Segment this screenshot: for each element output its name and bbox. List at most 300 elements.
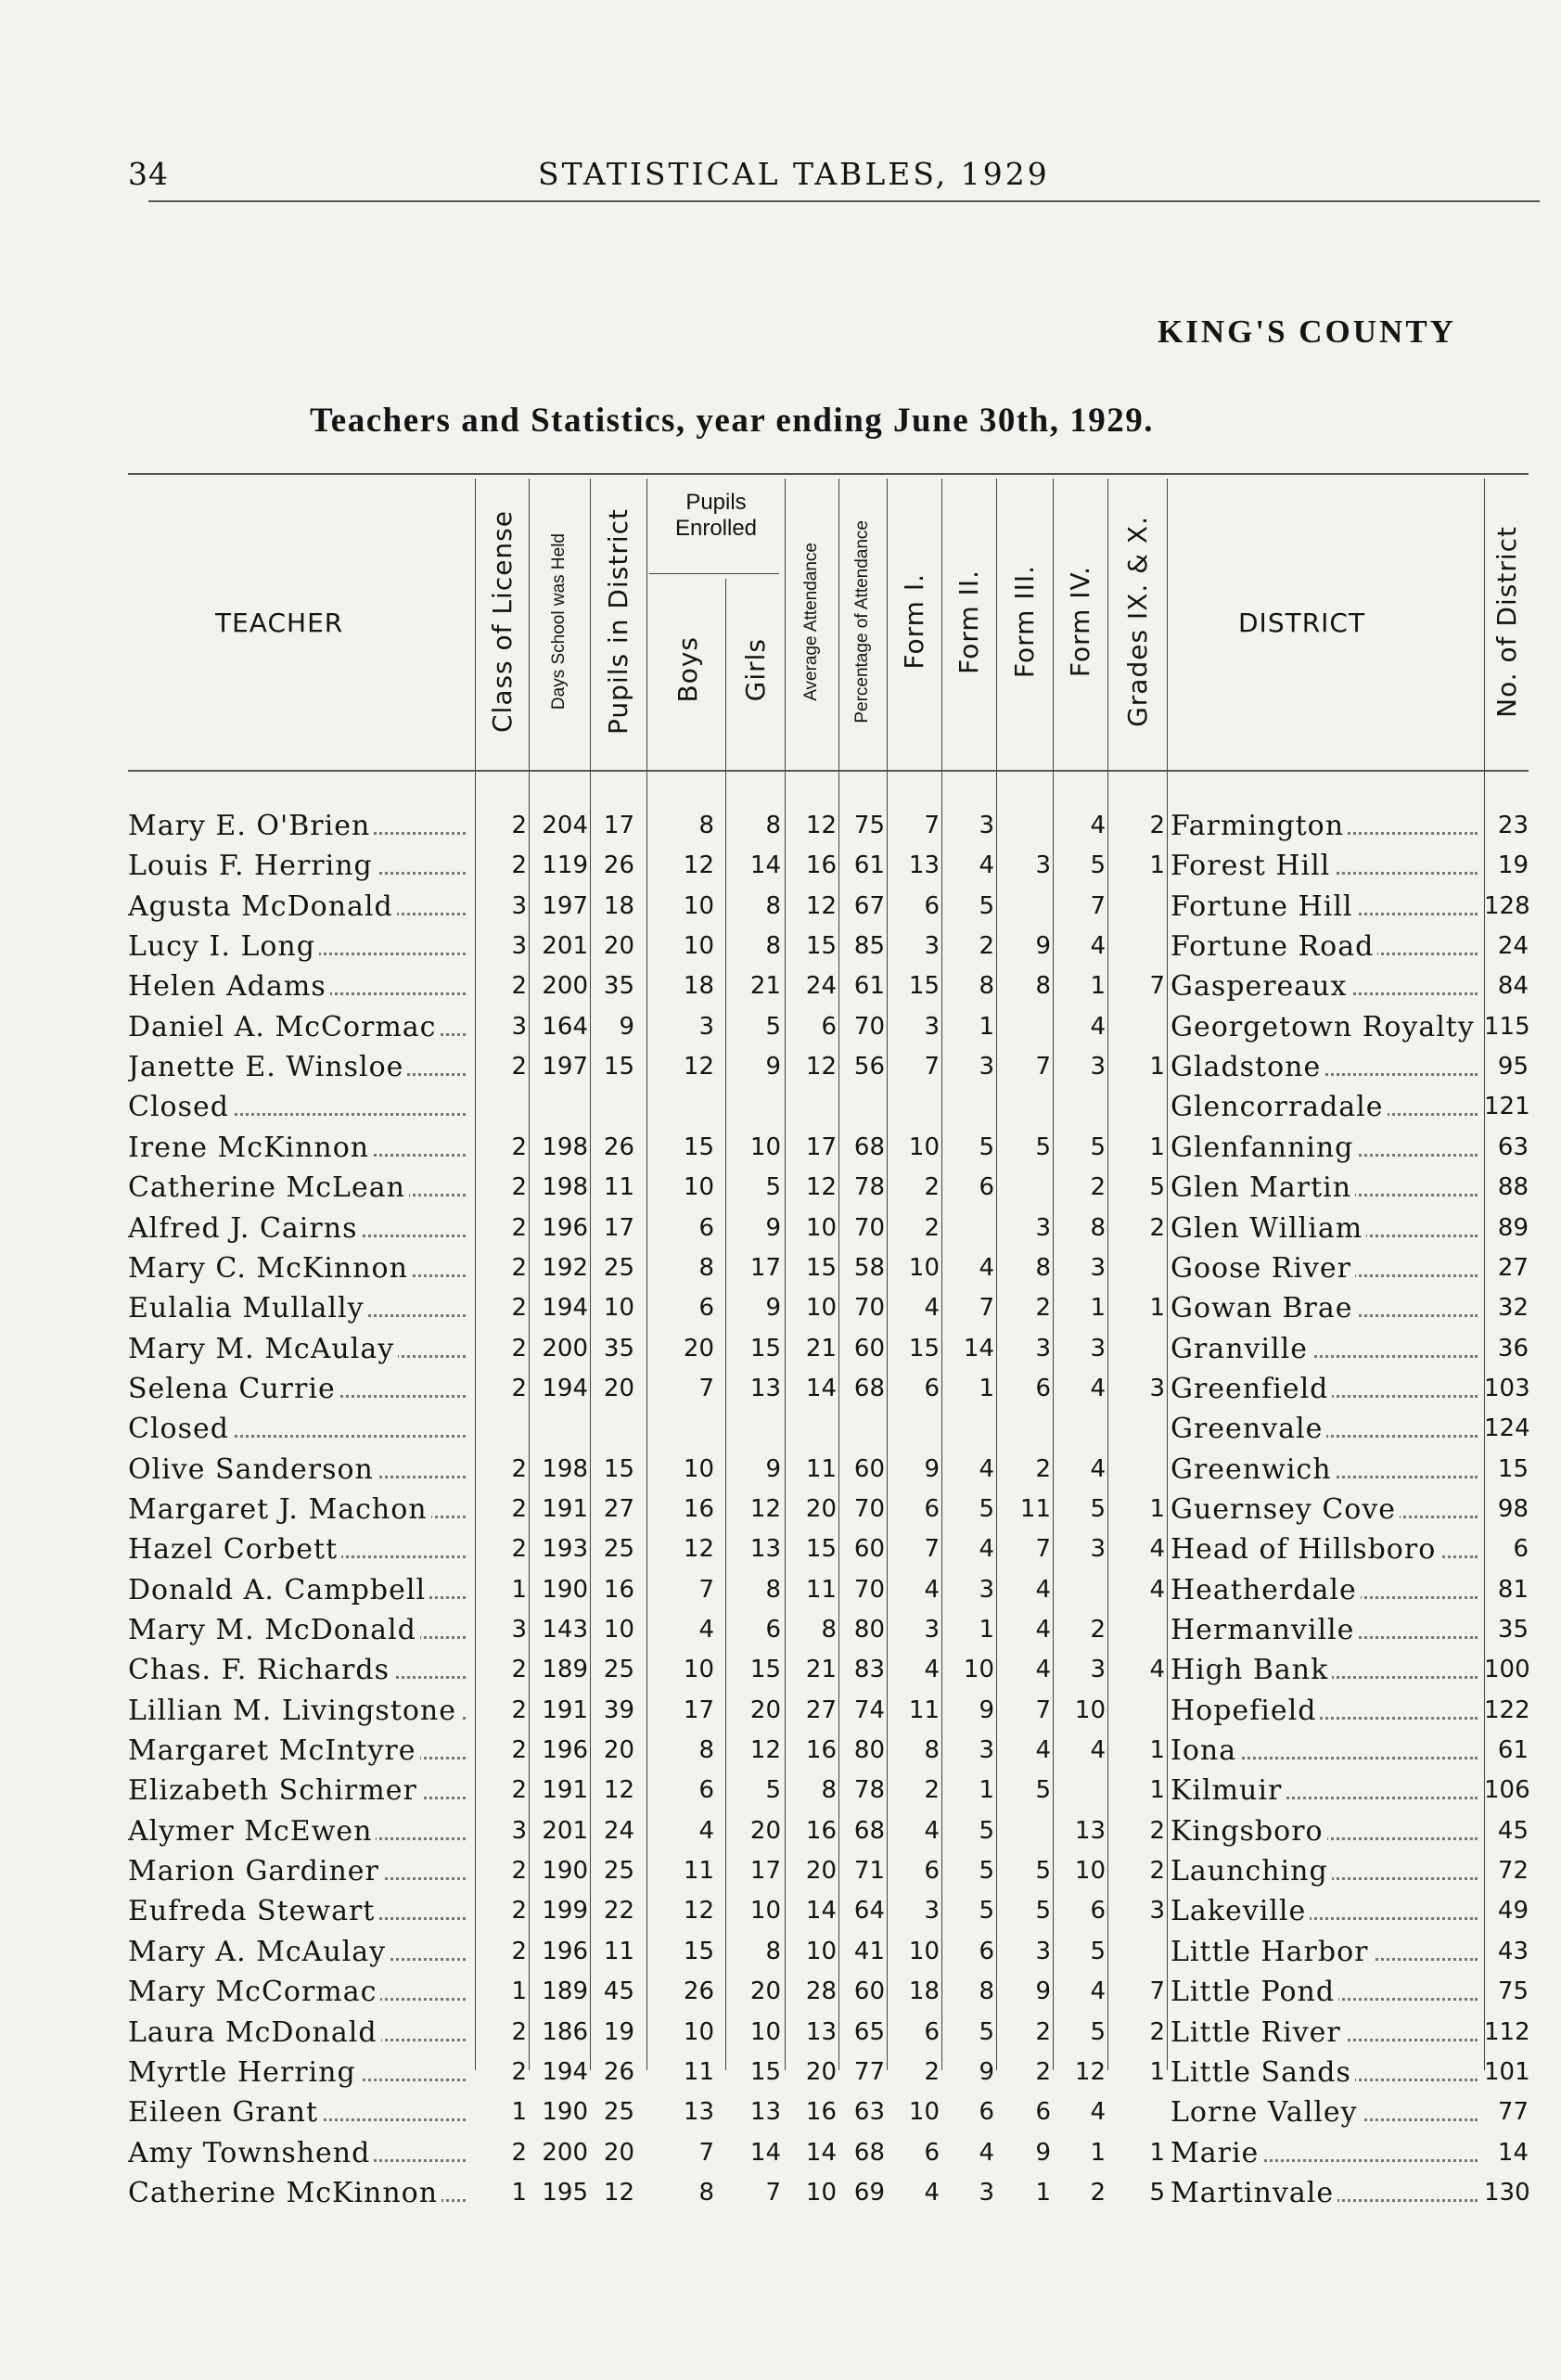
boys-cell: 10 <box>683 2018 714 2046</box>
average-attendance-cell: 11 <box>805 1576 837 1604</box>
district-cell: Little Sands <box>1171 2053 1483 2092</box>
header-pupils-in-district: Pupils in District <box>603 508 633 735</box>
form-4-cell: 3 <box>1090 1254 1106 1282</box>
teacher-cell: Elizabeth Schirmer <box>128 1771 471 1811</box>
percentage-attendance-cell: 85 <box>853 932 885 960</box>
header-pupils-enrolled: Pupils Enrolled <box>674 490 758 541</box>
pupils-in-district-cell: 26 <box>603 2058 634 2086</box>
girls-cell: 12 <box>749 1736 781 1764</box>
boys-cell: 6 <box>698 1214 714 1242</box>
girls-cell: 9 <box>765 1214 781 1242</box>
table-row <box>0 1409 1561 1449</box>
days-held-cell: 200 <box>542 1335 588 1363</box>
form-2-cell: 5 <box>979 1817 994 1845</box>
percentage-attendance-cell: 68 <box>853 1133 885 1161</box>
boys-cell: 7 <box>698 1576 714 1604</box>
form-3-cell: 7 <box>1035 1535 1051 1563</box>
days-held-cell: 197 <box>542 1053 588 1081</box>
district-cell: Forest Hill <box>1171 846 1483 886</box>
average-attendance-cell: 15 <box>805 1254 837 1282</box>
class-of-license-cell: 2 <box>511 1776 527 1804</box>
table-row <box>0 1209 1561 1248</box>
days-held-cell: 194 <box>542 2058 588 2086</box>
pupils-in-district-cell: 24 <box>603 1817 634 1845</box>
district-cell: Greenwich <box>1171 1450 1483 1490</box>
form-4-cell: 10 <box>1074 1857 1106 1885</box>
class-of-license-cell: 3 <box>511 892 527 920</box>
pupils-in-district-cell: 15 <box>603 1053 634 1081</box>
percentage-attendance-cell: 80 <box>853 1616 885 1644</box>
days-held-cell: 191 <box>542 1776 588 1804</box>
average-attendance-cell: 17 <box>805 1133 837 1161</box>
district-number-cell: 49 <box>1497 1897 1529 1925</box>
days-held-cell: 196 <box>542 1214 588 1242</box>
teacher-cell: Mary C. McKinnon <box>128 1248 471 1288</box>
class-of-license-cell: 2 <box>511 1335 527 1363</box>
average-attendance-cell: 15 <box>805 1535 837 1563</box>
class-of-license-cell: 2 <box>511 812 527 839</box>
boys-cell: 17 <box>683 1696 714 1724</box>
days-held-cell: 198 <box>542 1133 588 1161</box>
average-attendance-cell: 16 <box>805 851 837 879</box>
district-number-cell: 45 <box>1497 1817 1529 1845</box>
form-3-cell: 5 <box>1035 1133 1051 1161</box>
girls-cell: 20 <box>749 1696 781 1724</box>
table-row <box>0 966 1561 1006</box>
form-4-cell: 4 <box>1090 2098 1106 2126</box>
percentage-attendance-cell: 78 <box>853 1173 885 1201</box>
header-no-of-district: No. of District <box>1491 525 1522 718</box>
district-cell: Goose River <box>1171 1248 1483 1288</box>
class-of-license-cell: 3 <box>511 1013 527 1041</box>
average-attendance-cell: 24 <box>805 972 837 1000</box>
days-held-cell: 193 <box>542 1535 588 1563</box>
pupils-in-district-cell: 20 <box>603 932 634 960</box>
percentage-attendance-cell: 58 <box>853 1254 885 1282</box>
district-cell: Granville <box>1171 1329 1483 1369</box>
pupils-in-district-cell: 12 <box>603 2179 634 2207</box>
average-attendance-cell: 16 <box>805 2098 837 2126</box>
district-number-cell: 27 <box>1497 1254 1529 1282</box>
girls-cell: 15 <box>749 1335 781 1363</box>
teacher-cell: Selena Currie <box>128 1369 471 1409</box>
form-1-cell: 9 <box>924 1455 940 1483</box>
days-held-cell: 194 <box>542 1375 588 1402</box>
class-of-license-cell: 2 <box>511 2058 527 2086</box>
header-average-attendance: Average Attendance <box>801 542 821 701</box>
teacher-cell: Lillian M. Livingstone <box>128 1691 471 1731</box>
district-cell: Gaspereaux <box>1171 966 1483 1006</box>
class-of-license-cell: 2 <box>511 972 527 1000</box>
boys-cell: 11 <box>683 1857 714 1885</box>
average-attendance-cell: 13 <box>805 2018 837 2046</box>
district-cell: Gowan Brae <box>1171 1288 1483 1328</box>
average-attendance-cell: 12 <box>805 892 837 920</box>
form-3-cell: 4 <box>1035 1656 1051 1683</box>
table-row <box>0 2013 1561 2053</box>
average-attendance-cell: 12 <box>805 812 837 839</box>
class-of-license-cell: 2 <box>511 1696 527 1724</box>
form-4-cell: 13 <box>1074 1817 1106 1845</box>
district-cell: Little Pond <box>1171 1972 1483 2012</box>
table-row <box>0 806 1561 846</box>
boys-cell: 10 <box>683 1656 714 1683</box>
days-held-cell: 200 <box>542 2139 588 2167</box>
teacher-cell: Alfred J. Cairns <box>128 1209 471 1248</box>
pupils-in-district-cell: 26 <box>603 851 634 879</box>
pupils-in-district-cell: 35 <box>603 1335 634 1363</box>
district-cell: Kilmuir <box>1171 1771 1483 1811</box>
county-heading: KING'S COUNTY <box>1158 313 1456 350</box>
header-form-4: Form IV. <box>1065 565 1095 678</box>
district-number-cell: 24 <box>1497 932 1529 960</box>
teacher-cell: Marion Gardiner <box>128 1851 471 1891</box>
class-of-license-cell: 2 <box>511 851 527 879</box>
district-cell: Hopefield <box>1171 1691 1483 1731</box>
district-number-cell: 130 <box>1484 2179 1530 2207</box>
days-held-cell: 200 <box>542 972 588 1000</box>
teacher-cell: Catherine McLean <box>128 1168 471 1208</box>
district-number-cell: 112 <box>1484 2018 1530 2046</box>
class-of-license-cell: 2 <box>511 1938 527 1965</box>
form-3-cell: 5 <box>1035 1897 1051 1925</box>
table-row <box>0 1932 1561 1972</box>
grades-ix-x-cell: 2 <box>1149 1214 1165 1242</box>
form-4-cell: 2 <box>1090 2179 1106 2207</box>
form-2-cell: 6 <box>979 1173 994 1201</box>
district-number-cell: 72 <box>1497 1857 1529 1885</box>
teacher-cell: Myrtle Herring <box>128 2053 471 2092</box>
pupils-in-district-cell: 39 <box>603 1696 634 1724</box>
grades-ix-x-cell: 7 <box>1149 1977 1165 2005</box>
form-1-cell: 2 <box>924 2058 940 2086</box>
teacher-cell: Agusta McDonald <box>128 887 471 927</box>
percentage-attendance-cell: 78 <box>853 1776 885 1804</box>
days-held-cell: 199 <box>542 1897 588 1925</box>
pupils-in-district-cell: 27 <box>603 1495 634 1523</box>
pupils-in-district-cell: 25 <box>603 1535 634 1563</box>
days-held-cell: 186 <box>542 2018 588 2046</box>
grades-ix-x-cell: 1 <box>1149 851 1165 879</box>
class-of-license-cell: 3 <box>511 1817 527 1845</box>
average-attendance-cell: 10 <box>805 1938 837 1965</box>
grades-ix-x-cell: 1 <box>1149 1495 1165 1523</box>
pupils-in-district-cell: 25 <box>603 1656 634 1683</box>
table-row <box>0 1811 1561 1851</box>
teacher-cell: Louis F. Herring <box>128 846 471 886</box>
boys-cell: 7 <box>698 1375 714 1402</box>
form-1-cell: 6 <box>924 892 940 920</box>
days-held-cell: 204 <box>542 812 588 839</box>
table-row <box>0 1288 1561 1328</box>
form-4-cell: 4 <box>1090 1455 1106 1483</box>
average-attendance-cell: 28 <box>805 1977 837 2005</box>
district-cell: Guernsey Cove <box>1171 1490 1483 1529</box>
form-3-cell: 5 <box>1035 1776 1051 1804</box>
district-number-cell: 101 <box>1484 2058 1530 2086</box>
teacher-cell: Lucy I. Long <box>128 927 471 966</box>
boys-cell: 10 <box>683 932 714 960</box>
boys-cell: 16 <box>683 1495 714 1523</box>
days-held-cell: 201 <box>542 1817 588 1845</box>
table-row <box>0 2092 1561 2132</box>
form-3-cell: 6 <box>1035 2098 1051 2126</box>
form-2-cell: 1 <box>979 1013 994 1041</box>
teacher-cell: Closed <box>128 1087 471 1127</box>
header-girls: Girls <box>739 637 771 702</box>
pupils-in-district-cell: 10 <box>603 1616 634 1644</box>
form-1-cell: 3 <box>924 932 940 960</box>
girls-cell: 9 <box>765 1294 781 1322</box>
days-held-cell: 198 <box>542 1173 588 1201</box>
district-cell: Farmington <box>1171 806 1483 846</box>
table-row <box>0 1570 1561 1610</box>
district-cell: Greenfield <box>1171 1369 1483 1409</box>
district-cell: Head of Hillsboro <box>1171 1529 1483 1569</box>
teacher-cell: Eileen Grant <box>128 2092 471 2132</box>
class-of-license-cell: 2 <box>511 1053 527 1081</box>
form-3-cell: 4 <box>1035 1736 1051 1764</box>
form-4-cell: 4 <box>1090 1977 1106 2005</box>
district-number-cell: 103 <box>1484 1375 1530 1402</box>
form-1-cell: 10 <box>908 2098 940 2126</box>
district-number-cell: 84 <box>1497 972 1529 1000</box>
form-3-cell: 2 <box>1035 1294 1051 1322</box>
district-cell: Heatherdale <box>1171 1570 1483 1610</box>
days-held-cell: 198 <box>542 1455 588 1483</box>
table-row <box>0 1490 1561 1529</box>
class-of-license-cell: 1 <box>511 1977 527 2005</box>
girls-cell: 14 <box>749 2139 781 2167</box>
form-1-cell: 11 <box>908 1696 940 1724</box>
teacher-cell: Daniel A. McCormac <box>128 1007 471 1047</box>
form-3-cell: 4 <box>1035 1616 1051 1644</box>
form-1-cell: 6 <box>924 2018 940 2046</box>
form-1-cell: 15 <box>908 972 940 1000</box>
percentage-attendance-cell: 80 <box>853 1736 885 1764</box>
teacher-cell: Margaret McIntyre <box>128 1731 471 1771</box>
days-held-cell: 164 <box>542 1013 588 1041</box>
district-cell: Glen Martin <box>1171 1168 1483 1208</box>
teacher-cell: Janette E. Winsloe <box>128 1047 471 1087</box>
form-4-cell: 5 <box>1090 1495 1106 1523</box>
pupils-in-district-cell: 25 <box>603 1857 634 1885</box>
class-of-license-cell: 2 <box>511 1294 527 1322</box>
girls-cell: 14 <box>749 851 781 879</box>
average-attendance-cell: 15 <box>805 932 837 960</box>
days-held-cell: 192 <box>542 1254 588 1282</box>
teacher-cell: Mary M. McAulay <box>128 1329 471 1369</box>
form-2-cell: 8 <box>979 972 994 1000</box>
girls-cell: 12 <box>749 1495 781 1523</box>
form-3-cell: 5 <box>1035 1857 1051 1885</box>
boys-cell: 12 <box>683 1535 714 1563</box>
class-of-license-cell: 1 <box>511 2179 527 2207</box>
days-held-cell: 194 <box>542 1294 588 1322</box>
form-2-cell: 5 <box>979 1133 994 1161</box>
header-form-1: Form I. <box>899 573 929 670</box>
form-3-cell: 7 <box>1035 1696 1051 1724</box>
girls-cell: 10 <box>749 2018 781 2046</box>
form-3-cell: 4 <box>1035 1576 1051 1604</box>
teacher-cell: Mary E. O'Brien <box>128 806 471 846</box>
district-number-cell: 36 <box>1497 1335 1529 1363</box>
average-attendance-cell: 21 <box>805 1335 837 1363</box>
pupils-in-district-cell: 19 <box>603 2018 634 2046</box>
pupils-in-district-cell: 12 <box>603 1776 634 1804</box>
district-number-cell: 14 <box>1497 2139 1529 2167</box>
form-2-cell: 5 <box>979 1495 994 1523</box>
form-3-cell: 2 <box>1035 1455 1051 1483</box>
percentage-attendance-cell: 64 <box>853 1897 885 1925</box>
form-1-cell: 10 <box>908 1938 940 1965</box>
girls-cell: 5 <box>765 1013 781 1041</box>
table-row <box>0 1087 1561 1127</box>
form-1-cell: 6 <box>924 2139 940 2167</box>
teacher-cell: Catherine McKinnon <box>128 2173 471 2213</box>
district-number-cell: 128 <box>1484 892 1530 920</box>
percentage-attendance-cell: 67 <box>853 892 885 920</box>
header-boys: Boys <box>672 636 703 703</box>
average-attendance-cell: 14 <box>805 1897 837 1925</box>
form-1-cell: 13 <box>908 851 940 879</box>
district-number-cell: 75 <box>1497 1977 1529 2005</box>
grades-ix-x-cell: 1 <box>1149 1133 1165 1161</box>
days-held-cell: 190 <box>542 1576 588 1604</box>
class-of-license-cell: 2 <box>511 1214 527 1242</box>
form-3-cell: 9 <box>1035 1977 1051 2005</box>
form-4-cell: 3 <box>1090 1053 1106 1081</box>
boys-cell: 12 <box>683 1897 714 1925</box>
form-3-cell: 9 <box>1035 932 1051 960</box>
percentage-attendance-cell: 56 <box>853 1053 885 1081</box>
form-1-cell: 10 <box>908 1133 940 1161</box>
district-number-cell: 61 <box>1497 1736 1529 1764</box>
average-attendance-cell: 6 <box>821 1013 837 1041</box>
percentage-attendance-cell: 77 <box>853 2058 885 2086</box>
district-cell: Little River <box>1171 2013 1483 2053</box>
percentage-attendance-cell: 61 <box>853 972 885 1000</box>
grades-ix-x-cell: 5 <box>1149 2179 1165 2207</box>
days-held-cell: 143 <box>542 1616 588 1644</box>
pupils-in-district-cell: 10 <box>603 1294 634 1322</box>
grades-ix-x-cell: 3 <box>1149 1897 1165 1925</box>
percentage-attendance-cell: 68 <box>853 1375 885 1402</box>
girls-cell: 7 <box>765 2179 781 2207</box>
percentage-attendance-cell: 68 <box>853 2139 885 2167</box>
days-held-cell: 190 <box>542 2098 588 2126</box>
form-1-cell: 6 <box>924 1375 940 1402</box>
form-1-cell: 2 <box>924 1173 940 1201</box>
average-attendance-cell: 10 <box>805 1294 837 1322</box>
average-attendance-cell: 27 <box>805 1696 837 1724</box>
table-row <box>0 927 1561 966</box>
teacher-cell: Irene McKinnon <box>128 1128 471 1168</box>
pupils-in-district-cell: 20 <box>603 2139 634 2167</box>
pupils-in-district-cell: 11 <box>603 1938 634 1965</box>
class-of-license-cell: 2 <box>511 1455 527 1483</box>
table-row <box>0 1248 1561 1288</box>
days-held-cell: 196 <box>542 1736 588 1764</box>
form-2-cell: 1 <box>979 1375 994 1402</box>
days-held-cell: 201 <box>542 932 588 960</box>
days-held-cell: 191 <box>542 1696 588 1724</box>
percentage-attendance-cell: 74 <box>853 1696 885 1724</box>
district-cell: Glencorradale <box>1171 1087 1483 1127</box>
form-4-cell: 4 <box>1090 1736 1106 1764</box>
class-of-license-cell: 1 <box>511 2098 527 2126</box>
form-1-cell: 4 <box>924 2179 940 2207</box>
form-2-cell: 1 <box>979 1616 994 1644</box>
girls-cell: 17 <box>749 1254 781 1282</box>
form-4-cell: 8 <box>1090 1214 1106 1242</box>
form-1-cell: 4 <box>924 1656 940 1683</box>
form-2-cell: 4 <box>979 1535 994 1563</box>
percentage-attendance-cell: 83 <box>853 1656 885 1683</box>
average-attendance-cell: 8 <box>821 1776 837 1804</box>
form-4-cell: 3 <box>1090 1656 1106 1683</box>
district-cell: Glenfanning <box>1171 1128 1483 1168</box>
grades-ix-x-cell: 5 <box>1149 1173 1165 1201</box>
form-4-cell: 5 <box>1090 851 1106 879</box>
form-4-cell: 3 <box>1090 1535 1106 1563</box>
percentage-attendance-cell: 70 <box>853 1495 885 1523</box>
district-cell: Little Harbor <box>1171 1932 1483 1972</box>
form-4-cell: 10 <box>1074 1696 1106 1724</box>
class-of-license-cell: 1 <box>511 1576 527 1604</box>
girls-cell: 5 <box>765 1173 781 1201</box>
percentage-attendance-cell: 60 <box>853 1455 885 1483</box>
grades-ix-x-cell: 1 <box>1149 1776 1165 1804</box>
percentage-attendance-cell: 60 <box>853 1335 885 1363</box>
district-cell: Iona <box>1171 1731 1483 1771</box>
form-2-cell: 4 <box>979 1455 994 1483</box>
form-2-cell: 3 <box>979 1576 994 1604</box>
district-cell: High Bank <box>1171 1650 1483 1690</box>
girls-cell: 8 <box>765 1938 781 1965</box>
girls-cell: 8 <box>765 932 781 960</box>
form-2-cell: 8 <box>979 1977 994 2005</box>
form-3-cell: 9 <box>1035 2139 1051 2167</box>
teacher-cell: Mary McCormac <box>128 1972 471 2012</box>
girls-cell: 8 <box>765 812 781 839</box>
girls-cell: 13 <box>749 1535 781 1563</box>
table-row <box>0 2053 1561 2092</box>
grades-ix-x-cell: 1 <box>1149 2139 1165 2167</box>
percentage-attendance-cell: 70 <box>853 1013 885 1041</box>
boys-cell: 26 <box>683 1977 714 2005</box>
boys-cell: 8 <box>698 812 714 839</box>
grades-ix-x-cell: 1 <box>1149 1736 1165 1764</box>
form-1-cell: 4 <box>924 1294 940 1322</box>
district-number-cell: 23 <box>1497 812 1529 839</box>
table-row <box>0 1450 1561 1490</box>
district-cell: Glen William <box>1171 1209 1483 1248</box>
average-attendance-cell: 14 <box>805 2139 837 2167</box>
pupils-in-district-cell: 11 <box>603 1173 634 1201</box>
pupils-in-district-cell: 35 <box>603 972 634 1000</box>
boys-cell: 6 <box>698 1776 714 1804</box>
table-row <box>0 2133 1561 2173</box>
girls-cell: 6 <box>765 1616 781 1644</box>
district-cell: Kingsboro <box>1171 1811 1483 1851</box>
boys-cell: 10 <box>683 892 714 920</box>
form-4-cell: 3 <box>1090 1335 1106 1363</box>
district-number-cell: 32 <box>1497 1294 1529 1322</box>
form-1-cell: 15 <box>908 1335 940 1363</box>
pupils-in-district-cell: 20 <box>603 1736 634 1764</box>
teacher-cell: Mary M. McDonald <box>128 1610 471 1650</box>
